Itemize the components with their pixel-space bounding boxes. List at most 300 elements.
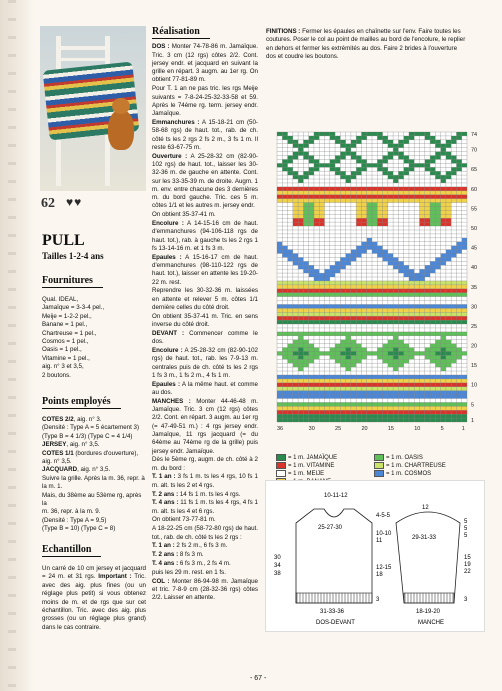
chart-cell	[288, 218, 293, 222]
chart-cell	[293, 336, 298, 340]
chart-cell	[319, 132, 324, 136]
chart-cell	[393, 132, 398, 136]
chart-cell	[414, 159, 419, 163]
chart-cell	[367, 191, 372, 195]
chart-cell	[309, 336, 314, 340]
chart-cell	[356, 301, 361, 305]
points-line: la m. 1.	[42, 483, 63, 491]
chart-cell	[377, 152, 382, 156]
realisation-paragraph: DOS : Monter 74-78-86 m. Jamaïque. Tric. 3 cm (12 rgs) côtes 2/2. Cont. jersey endr. et jacquard en suivant la grille en répart. 3 augm. au 1er rg. On obtient 77-81-89 m.	[152, 43, 258, 84]
chart-cell	[288, 363, 293, 367]
chart-cell	[372, 297, 377, 301]
chart-cell	[456, 281, 461, 285]
realisation-paragraph: On obtient 35-37-41 m.	[152, 211, 216, 219]
chart-cell	[435, 195, 440, 199]
chart-cell	[282, 395, 287, 399]
chart-cell	[303, 210, 308, 214]
chart-cell	[309, 175, 314, 179]
chart-cell	[372, 163, 377, 167]
chart-cell	[377, 206, 382, 210]
chart-cell	[462, 206, 467, 210]
chart-cell	[409, 301, 414, 305]
chart-cell	[441, 308, 446, 312]
chart-cell	[298, 316, 303, 320]
chart-cell	[420, 410, 425, 414]
chart-cell	[282, 324, 287, 328]
chart-cell	[288, 156, 293, 160]
chart-cell	[462, 144, 467, 148]
chart-cell	[309, 148, 314, 152]
chart-cell	[425, 395, 430, 399]
chart-cell	[367, 171, 372, 175]
chart-cell	[288, 222, 293, 226]
chart-cell	[314, 156, 319, 160]
chart-cell	[420, 187, 425, 191]
chart-cell	[298, 336, 303, 340]
chart-cell	[462, 379, 467, 383]
chart-cell	[420, 340, 425, 344]
chart-cell	[420, 383, 425, 387]
chart-cell	[404, 289, 409, 293]
chart-cell	[404, 167, 409, 171]
chart-cell	[340, 348, 345, 352]
chart-cell	[377, 199, 382, 203]
chart-cell	[388, 406, 393, 410]
chart-cell	[372, 222, 377, 226]
chart-cell	[293, 195, 298, 199]
chart-cell	[414, 218, 419, 222]
chart-cell	[340, 152, 345, 156]
chart-cell	[462, 273, 467, 277]
chart-cell	[303, 348, 308, 352]
chart-cell	[414, 253, 419, 257]
chart-col-label: 36	[277, 426, 284, 432]
chart-cell	[404, 253, 409, 257]
chart-cell	[361, 395, 366, 399]
chart-cell	[346, 175, 351, 179]
chart-cell	[393, 387, 398, 391]
chart-cell	[356, 179, 361, 183]
chart-cell	[330, 191, 335, 195]
chart-cell	[446, 371, 451, 375]
chart-cell	[377, 348, 382, 352]
chart-cell	[393, 402, 398, 406]
chart-cell	[325, 391, 330, 395]
chart-cell	[293, 328, 298, 332]
chart-cell	[367, 363, 372, 367]
chart-cell	[346, 246, 351, 250]
chart-cell	[451, 301, 456, 305]
chart-cell	[446, 234, 451, 238]
chart-cell	[456, 163, 461, 167]
chart-cell	[340, 246, 345, 250]
chart-cell	[351, 328, 356, 332]
dos-rib-height: 3	[376, 597, 380, 603]
chart-cell	[430, 332, 435, 336]
oasis-swatch	[374, 454, 384, 461]
chart-cell	[383, 148, 388, 152]
chart-cell	[435, 206, 440, 210]
chart-cell	[398, 261, 403, 265]
chart-cell	[404, 328, 409, 332]
chart-cell	[356, 222, 361, 226]
chart-cell	[325, 257, 330, 261]
chart-cell	[420, 265, 425, 269]
chart-cell	[446, 253, 451, 257]
chart-cell	[288, 383, 293, 387]
chart-cell	[451, 210, 456, 214]
chart-cell	[282, 359, 287, 363]
chart-cell	[330, 348, 335, 352]
chart-cell	[414, 175, 419, 179]
chart-cell	[340, 285, 345, 289]
chart-cell	[425, 293, 430, 297]
chart-cell	[351, 175, 356, 179]
chart-cell	[277, 285, 282, 289]
legend-item-chartreuse: = 1 m. CHARTREUSE	[374, 462, 446, 471]
chart-cell	[451, 253, 456, 257]
chart-cell	[298, 332, 303, 336]
chart-col-label: 15	[387, 426, 394, 432]
chart-cell	[346, 351, 351, 355]
chart-cell	[340, 167, 345, 171]
chart-cell	[356, 312, 361, 316]
chart-cell	[383, 383, 388, 387]
chart-cell	[351, 163, 356, 167]
chart-cell	[346, 265, 351, 269]
chart-cell	[309, 214, 314, 218]
chart-cell	[277, 175, 282, 179]
chart-cell	[293, 132, 298, 136]
chart-cell	[456, 410, 461, 414]
chart-cell	[367, 218, 372, 222]
chart-cell	[430, 179, 435, 183]
chart-cell	[420, 222, 425, 226]
chart-cell	[414, 304, 419, 308]
chart-cell	[361, 375, 366, 379]
chart-cell	[277, 367, 282, 371]
chart-cell	[325, 183, 330, 187]
chart-cell	[435, 414, 440, 418]
chart-cell	[377, 297, 382, 301]
chart-cell	[351, 273, 356, 277]
chart-cell	[319, 395, 324, 399]
chart-cell	[425, 167, 430, 171]
chart-cell	[462, 355, 467, 359]
chart-cell	[398, 391, 403, 395]
chart-cell	[446, 136, 451, 140]
chart-cell	[404, 183, 409, 187]
chart-row-label: 5	[471, 402, 475, 409]
chart-cell	[340, 328, 345, 332]
chart-cell	[388, 242, 393, 246]
chart-cell	[330, 144, 335, 148]
chart-cell	[314, 410, 319, 414]
chart-cell	[314, 391, 319, 395]
chart-cell	[383, 277, 388, 281]
chart-cell	[420, 250, 425, 254]
chart-cell	[340, 363, 345, 367]
chart-cell	[367, 140, 372, 144]
chart-cell	[282, 175, 287, 179]
chart-cell	[372, 195, 377, 199]
chart-cell	[398, 156, 403, 160]
chart-cell	[425, 210, 430, 214]
chart-cell	[325, 253, 330, 257]
chart-cell	[425, 148, 430, 152]
chart-cell	[383, 246, 388, 250]
chart-cell	[414, 257, 419, 261]
chart-cell	[451, 402, 456, 406]
chart-cell	[298, 210, 303, 214]
chart-cell	[314, 355, 319, 359]
chart-cell	[435, 156, 440, 160]
chart-cell	[456, 210, 461, 214]
chart-cell	[409, 324, 414, 328]
chart-cell	[303, 308, 308, 312]
chart-cell	[420, 414, 425, 418]
chart-cell	[330, 163, 335, 167]
chart-cell	[383, 316, 388, 320]
chart-cell	[314, 406, 319, 410]
chart-cell	[404, 222, 409, 226]
chart-cell	[298, 175, 303, 179]
chart-cell	[430, 159, 435, 163]
chart-cell	[361, 367, 366, 371]
chart-cell	[430, 273, 435, 277]
chart-cell	[393, 301, 398, 305]
chart-cell	[314, 383, 319, 387]
chart-cell	[314, 418, 319, 422]
chart-cell	[383, 257, 388, 261]
chart-cell	[314, 144, 319, 148]
chart-cell	[277, 351, 282, 355]
chart-cell	[393, 250, 398, 254]
chart-cell	[356, 265, 361, 269]
chart-cell	[404, 191, 409, 195]
chart-cell	[303, 340, 308, 344]
chart-cell	[367, 379, 372, 383]
realisation-paragraph: T. 2 ans : 14 fs 1 m. ts les 4 rgs.	[152, 490, 241, 498]
chart-cell	[346, 308, 351, 312]
chart-cell	[451, 375, 456, 379]
chart-cell	[430, 218, 435, 222]
chart-cell	[435, 226, 440, 230]
chart-cell	[383, 250, 388, 254]
chart-cell	[404, 363, 409, 367]
chart-cell	[383, 387, 388, 391]
chart-cell	[446, 175, 451, 179]
chart-cell	[319, 348, 324, 352]
chart-cell	[335, 238, 340, 242]
chart-cell	[435, 406, 440, 410]
chart-cell	[456, 379, 461, 383]
chart-cell	[425, 187, 430, 191]
chart-cell	[388, 136, 393, 140]
chart-cell	[325, 289, 330, 293]
points-list	[42, 416, 146, 534]
chart-cell	[309, 277, 314, 281]
chart-cell	[335, 344, 340, 348]
chart-cell	[451, 293, 456, 297]
chart-cell	[372, 152, 377, 156]
chart-cell	[325, 187, 330, 191]
fournitures-line: Chartreuse = 1 pel.,	[42, 329, 97, 337]
chart-cell	[409, 136, 414, 140]
chart-cell	[319, 253, 324, 257]
chart-cell	[441, 336, 446, 340]
chart-cell	[446, 218, 451, 222]
chart-cell	[446, 206, 451, 210]
chart-cell	[361, 199, 366, 203]
chart-cell	[298, 281, 303, 285]
chart-cell	[383, 171, 388, 175]
chart-cell	[367, 387, 372, 391]
chart-cell	[361, 265, 366, 269]
chart-cell	[435, 316, 440, 320]
chart-cell	[335, 187, 340, 191]
chart-cell	[435, 265, 440, 269]
chart-cell	[314, 340, 319, 344]
chart-cell	[398, 179, 403, 183]
chart-cell	[383, 218, 388, 222]
chart-cell	[435, 297, 440, 301]
chart-cell	[383, 238, 388, 242]
chart-cell	[303, 203, 308, 207]
chart-cell	[377, 261, 382, 265]
chart-cell	[383, 344, 388, 348]
chart-cell	[377, 269, 382, 273]
chart-cell	[314, 285, 319, 289]
chart-cell	[319, 398, 324, 402]
chart-cell	[282, 250, 287, 254]
chart-cell	[456, 159, 461, 163]
chart-cell	[404, 367, 409, 371]
chart-cell	[303, 344, 308, 348]
echantillon-heading: Echantillon	[42, 544, 92, 555]
chart-cell	[462, 285, 467, 289]
chart-cell	[282, 332, 287, 336]
chart-cell	[404, 242, 409, 246]
chart-cell	[414, 316, 419, 320]
chart-cell	[319, 383, 324, 387]
chart-cell	[361, 242, 366, 246]
chart-cell	[414, 379, 419, 383]
chart-cell	[441, 312, 446, 316]
chart-cell	[303, 324, 308, 328]
chart-cell	[335, 301, 340, 305]
chart-cell	[282, 304, 287, 308]
chart-cell	[325, 351, 330, 355]
chart-cell	[325, 156, 330, 160]
chart-cell	[446, 398, 451, 402]
chart-cell	[319, 281, 324, 285]
chart-cell	[277, 206, 282, 210]
chart-cell	[451, 152, 456, 156]
chart-cell	[435, 269, 440, 273]
chart-cell	[282, 289, 287, 293]
chart-cell	[335, 269, 340, 273]
chart-cell	[404, 144, 409, 148]
chart-cell	[430, 367, 435, 371]
chart-cell	[451, 395, 456, 399]
chart-cell	[409, 203, 414, 207]
chart-cell	[330, 355, 335, 359]
chart-cell	[446, 328, 451, 332]
chart-cell	[451, 171, 456, 175]
chart-cell	[303, 406, 308, 410]
chart-cell	[372, 206, 377, 210]
chart-cell	[346, 163, 351, 167]
chart-cell	[346, 238, 351, 242]
chart-cell	[456, 355, 461, 359]
chart-cell	[325, 261, 330, 265]
chart-cell	[398, 375, 403, 379]
chart-cell	[330, 324, 335, 328]
chart-cell	[330, 289, 335, 293]
chart-cell	[293, 355, 298, 359]
chart-cell	[435, 257, 440, 261]
chart-cell	[309, 269, 314, 273]
chart-cell	[361, 210, 366, 214]
fournitures-line: Oasis = 1 pel.,	[42, 346, 82, 354]
chart-cell	[377, 304, 382, 308]
chart-cell	[383, 156, 388, 160]
chart-cell	[351, 156, 356, 160]
chart-cell	[420, 140, 425, 144]
chart-cell	[361, 257, 366, 261]
chart-cell	[414, 383, 419, 387]
chart-cell	[404, 132, 409, 136]
chart-cell	[404, 297, 409, 301]
chart-cell	[367, 203, 372, 207]
chart-cell	[420, 402, 425, 406]
chart-cell	[361, 167, 366, 171]
chart-cell	[420, 359, 425, 363]
chart-cell	[288, 316, 293, 320]
chart-cell	[314, 328, 319, 332]
chart-cell	[298, 304, 303, 308]
chart-cell	[288, 395, 293, 399]
chart-cell	[430, 355, 435, 359]
chart-cell	[393, 383, 398, 387]
chart-cell	[372, 316, 377, 320]
chart-cell	[314, 246, 319, 250]
chart-cell	[282, 261, 287, 265]
chart-cell	[404, 285, 409, 289]
chart-cell	[293, 301, 298, 305]
chart-cell	[388, 418, 393, 422]
chart-cell	[446, 195, 451, 199]
jamaique-swatch	[276, 454, 286, 461]
chart-cell	[383, 230, 388, 234]
chart-cell	[293, 418, 298, 422]
chart-cell	[393, 148, 398, 152]
difficulty-hearts-icon: ♥♥	[66, 195, 83, 209]
chart-cell	[330, 406, 335, 410]
chart-cell	[340, 250, 345, 254]
chart-cell	[388, 222, 393, 226]
chart-cell	[319, 163, 324, 167]
chart-cell	[346, 269, 351, 273]
chart-cell	[330, 179, 335, 183]
chart-cell	[314, 304, 319, 308]
chart-cell	[393, 242, 398, 246]
chart-cell	[351, 285, 356, 289]
chart-cell	[351, 195, 356, 199]
dos-devant-label: DOS-DEVANT	[316, 620, 355, 626]
chart-cell	[435, 250, 440, 254]
